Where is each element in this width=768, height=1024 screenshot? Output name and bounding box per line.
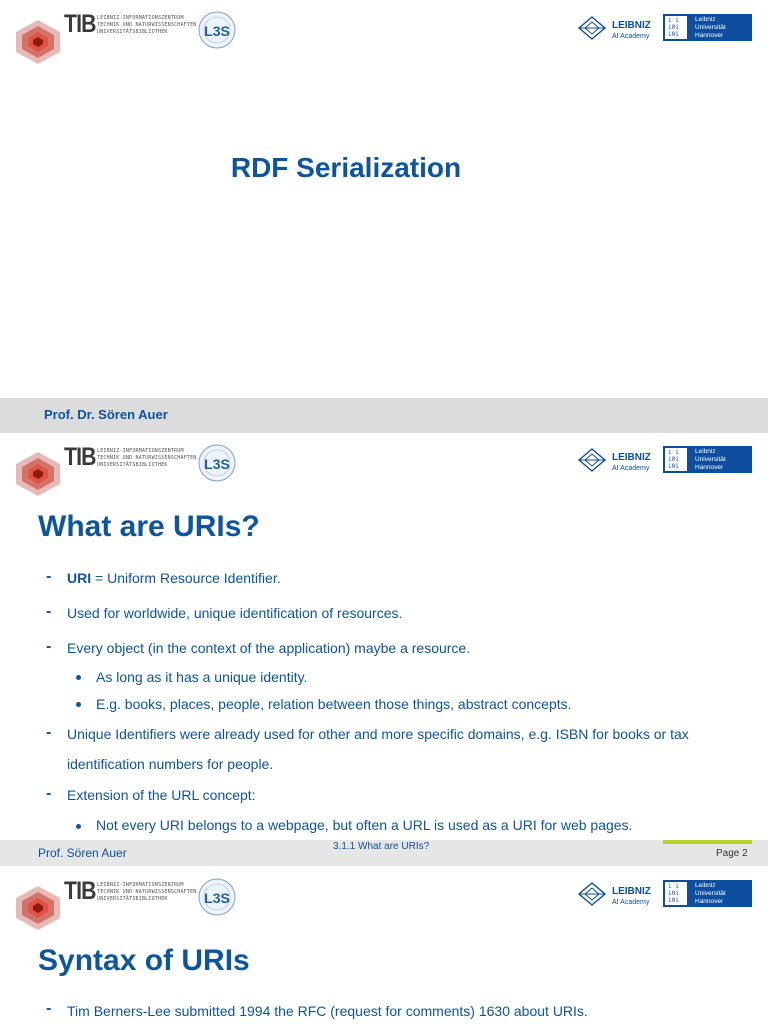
slide-syntax-of-uris: [0, 866, 768, 1024]
leibniz-ai-academy-logo-icon: [576, 14, 656, 42]
slide-what-are-uris: [0, 434, 768, 866]
luh-logo: [663, 14, 752, 41]
dash-bullet-icon: -: [46, 638, 52, 655]
tib-subtitle: [97, 448, 197, 469]
dash-bullet-icon: -: [46, 785, 52, 802]
slide-footer: [0, 840, 768, 866]
luh-line: Hannover: [695, 32, 724, 39]
l3s-logo-icon: [197, 877, 237, 917]
l3s-logo-icon: [197, 443, 237, 483]
dash-bullet-icon: -: [46, 603, 52, 620]
dash-bullet-icon: -: [46, 1000, 52, 1017]
leibniz-text: LEIBNIZ: [612, 20, 651, 31]
footer-author: Prof. Sören Auer: [38, 846, 127, 860]
tib-subtitle-line: UNIVERSITÄTSBIBLIOTHEK: [97, 896, 168, 902]
luh-grid-icon: i i i0i i0i: [665, 882, 687, 905]
tib-subtitle-line: UNIVERSITÄTSBIBLIOTHEK: [97, 462, 168, 468]
tib-subtitle-line: LEIBNIZ-INFORMATIONSZENTRUM: [97, 448, 184, 454]
tib-subtitle-line: LEIBNIZ-INFORMATIONSZENTRUM: [97, 882, 184, 888]
luh-text: [695, 882, 726, 906]
tib-subtitle: [97, 15, 197, 36]
bullet-item: Unique Identifiers were already used for other and more specific domains, e.g. ISBN for books or tax: [67, 726, 689, 742]
footer-author: Prof. Dr. Sören Auer: [44, 407, 168, 422]
tib-subtitle-line: LEIBNIZ-INFORMATIONSZENTRUM: [97, 15, 184, 21]
luh-text: [695, 16, 726, 40]
svg-text:L3S: L3S: [204, 890, 230, 906]
tib-cube-logo-icon: [14, 884, 62, 932]
ai-academy-text: AI Academy: [612, 465, 650, 472]
bullet-bold-term: URI: [67, 570, 92, 586]
tib-subtitle: [97, 882, 197, 903]
luh-grid-icon: i i i0i i0i: [665, 16, 687, 39]
bullet-item: Every object (in the context of the application) maybe a resource.: [67, 640, 471, 656]
luh-line: Universität: [695, 890, 726, 897]
leibniz-text: LEIBNIZ: [612, 886, 651, 897]
l3s-logo-icon: [197, 10, 237, 50]
luh-line: Hannover: [695, 898, 724, 905]
bullet-item: Tim Berners-Lee submitted 1994 the RFC (request for comments) 1630 about URIs.: [67, 1003, 588, 1019]
luh-line: Universität: [695, 456, 726, 463]
luh-logo: [663, 880, 752, 907]
tib-cube-logo-icon: [14, 18, 62, 66]
tib-wordmark: TIB: [64, 443, 96, 471]
luh-text: [695, 448, 726, 472]
luh-line: Universität: [695, 24, 726, 31]
sub-bullet-item: E.g. books, places, people, relation between those things, abstract concepts.: [96, 696, 572, 712]
dot-bullet-icon: [76, 675, 81, 680]
tib-wordmark: TIB: [64, 10, 96, 38]
footer-section: 3.1.1 What are URIs?: [333, 841, 430, 852]
luh-line: Hannover: [695, 464, 724, 471]
sub-bullet-item: As long as it has a unique identity.: [96, 669, 308, 685]
slide-title: [0, 0, 768, 434]
tib-subtitle-line: UNIVERSITÄTSBIBLIOTHEK: [97, 29, 168, 35]
svg-text:L3S: L3S: [204, 456, 230, 472]
tib-subtitle-line: TECHNIK UND NATURWISSENSCHAFTEN: [97, 889, 197, 895]
tib-subtitle-line: TECHNIK UND NATURWISSENSCHAFTEN: [97, 455, 197, 461]
footer-page-number: Page 2: [716, 848, 748, 859]
leibniz-ai-academy-logo-icon: [576, 880, 656, 908]
luh-line: Leibniz: [695, 448, 716, 455]
bullet-item: [67, 570, 281, 586]
slide-heading: What are URIs?: [38, 510, 260, 543]
bullet-continuation: identification numbers for people.: [67, 756, 274, 772]
ai-academy-text: AI Academy: [612, 33, 650, 40]
accent-bar: [663, 840, 752, 844]
luh-line: Leibniz: [695, 16, 716, 23]
tib-cube-logo-icon: [14, 450, 62, 498]
luh-logo: [663, 446, 752, 473]
luh-line: Leibniz: [695, 882, 716, 889]
dot-bullet-icon: [76, 702, 81, 707]
dot-bullet-icon: [76, 824, 81, 829]
bullet-text: = Uniform Resource Identifier.: [91, 570, 281, 586]
bullet-item: Used for worldwide, unique identification of resources.: [67, 605, 403, 621]
slide-main-title: RDF Serialization: [230, 152, 462, 183]
sub-bullet-item: Not every URI belongs to a webpage, but often a URL is used as a URI for web pages.: [96, 817, 633, 833]
luh-grid-icon: i i i0i i0i: [665, 448, 687, 471]
slide-heading: Syntax of URIs: [38, 944, 250, 977]
dash-bullet-icon: -: [46, 568, 52, 585]
tib-wordmark: TIB: [64, 877, 96, 905]
leibniz-text: LEIBNIZ: [612, 452, 651, 463]
ai-academy-text: AI Academy: [612, 899, 650, 906]
tib-subtitle-line: TECHNIK UND NATURWISSENSCHAFTEN: [97, 22, 197, 28]
svg-text:L3S: L3S: [204, 23, 230, 39]
slide-footer: [0, 398, 768, 433]
dash-bullet-icon: -: [46, 724, 52, 741]
bullet-item: Extension of the URL concept:: [67, 787, 256, 803]
leibniz-ai-academy-logo-icon: [576, 446, 656, 474]
